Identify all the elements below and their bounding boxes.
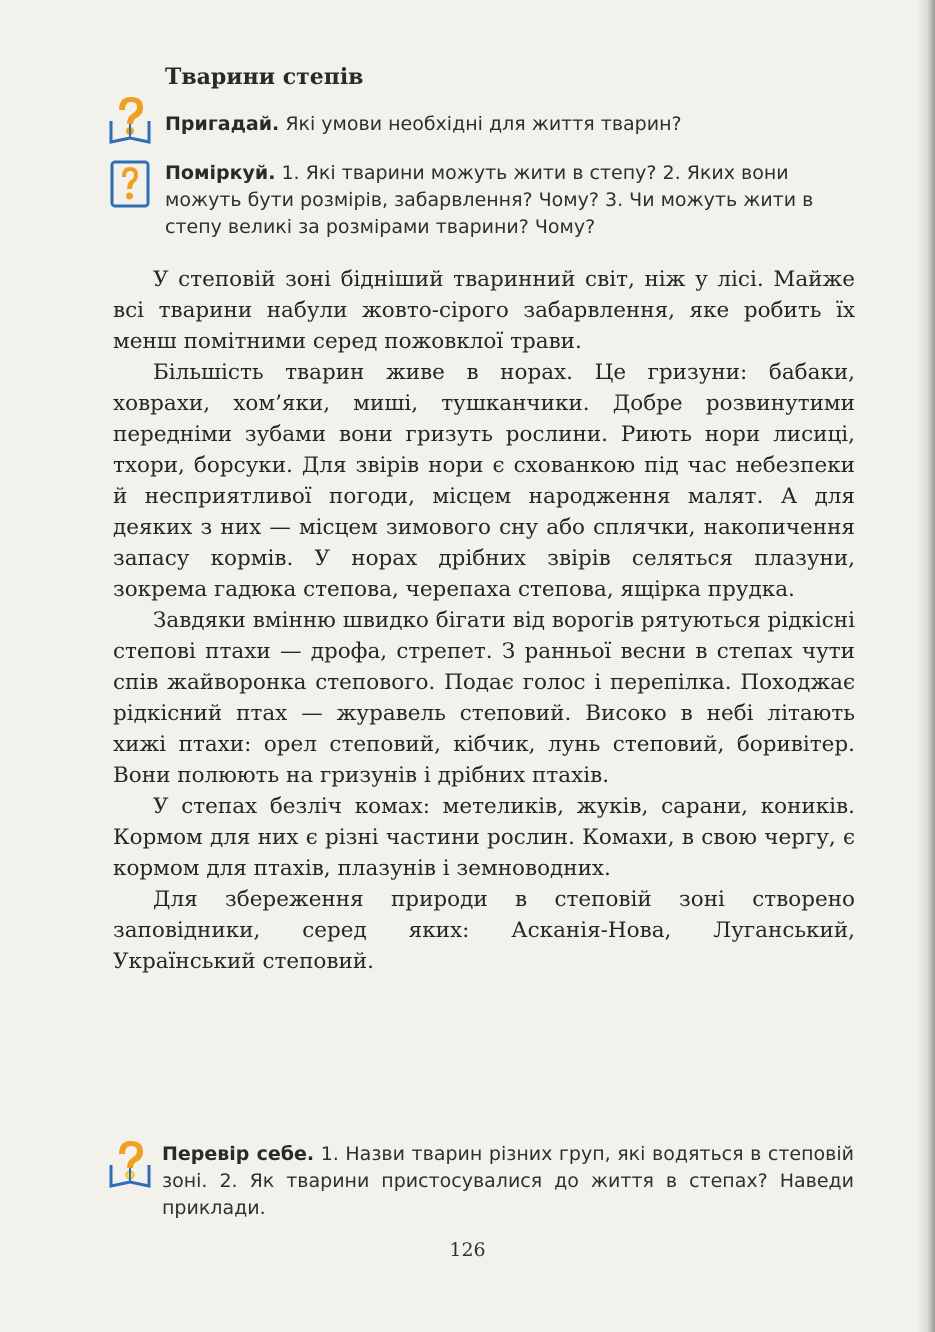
paragraph: У степах безліч комах: метеликів, жуків, сарани, коників. Кормом для них є різні частини рослин. Комахи, в свою чергу, є кормом для птахів, плазунів і земноводних.	[113, 794, 855, 881]
recall-prompt	[165, 111, 682, 138]
paragraph: У степовій зоні бідніший тваринний світ, ніж у лісі. Майже всі тварини набули жовто-сірого забарвлення, яке робить їх менш помітними серед пожовклої трави.	[113, 267, 855, 354]
book-question-icon	[105, 94, 155, 146]
question-mark-icon	[105, 158, 155, 210]
think-prompt	[165, 160, 855, 241]
page-edge-shadow	[917, 0, 935, 1332]
think-text: 1. Які тварини можуть жити в степу? 2. Яких вони можуть бути розмірів, забарвлення? Чому? 3. Чи можуть жити в степу великі за розмірами тварини? Чому?	[165, 162, 814, 238]
paragraph: Для збереження природи в степовій зоні створено заповідники, серед яких: Асканія-Нова, Луганський, Український степовий.	[113, 887, 855, 974]
section-heading: Тварини степів	[165, 64, 364, 90]
page-number: 126	[449, 1239, 486, 1261]
think-label: Поміркуй.	[165, 162, 276, 184]
book-question-icon	[105, 1138, 155, 1190]
check-text: 1. Назви тварин різних груп, які водяться в степовій зоні. 2. Як тварини пристосувалися до життя в степах? Наведи приклади.	[162, 1143, 854, 1219]
check-prompt	[162, 1141, 854, 1222]
paragraph: Завдяки вмінню швидко бігати від ворогів рятуються рідкісні степові птахи — дрофа, стрепет. З ранньої весни в степах чути спів жайворонка степового. Подає голос і перепілка. Походжає рідкісний птах — журавель степовий. Високо в небі літають хижі птахи: орел степовий, кібчик, лунь степовий, боривітер. Вони полюють на гризунів і дрібних птахів.	[113, 608, 855, 788]
paragraph: Більшість тварин живе в норах. Це гризуни: бабаки, ховрахи, хом’яки, миші, тушканчики. Добре розвинутими передніми зубами вони гризуть рослини. Риють нори лисиці, тхори, борсуки. Для звірів нори є схованкою під час небезпеки й несприятливої погоди, місцем народження малят. А для деяких з них — місцем зимового сну або сплячки, накопичення запасу кормів. У норах дрібних звірів селяться плазуни, зокрема гадюка степова, черепаха степова, ящірка прудка.	[113, 360, 855, 602]
check-label: Перевір себе.	[162, 1143, 315, 1165]
recall-label: Пригадай.	[165, 113, 280, 135]
recall-text: Які умови необхідні для життя тварин?	[285, 113, 682, 135]
main-text	[113, 264, 855, 977]
